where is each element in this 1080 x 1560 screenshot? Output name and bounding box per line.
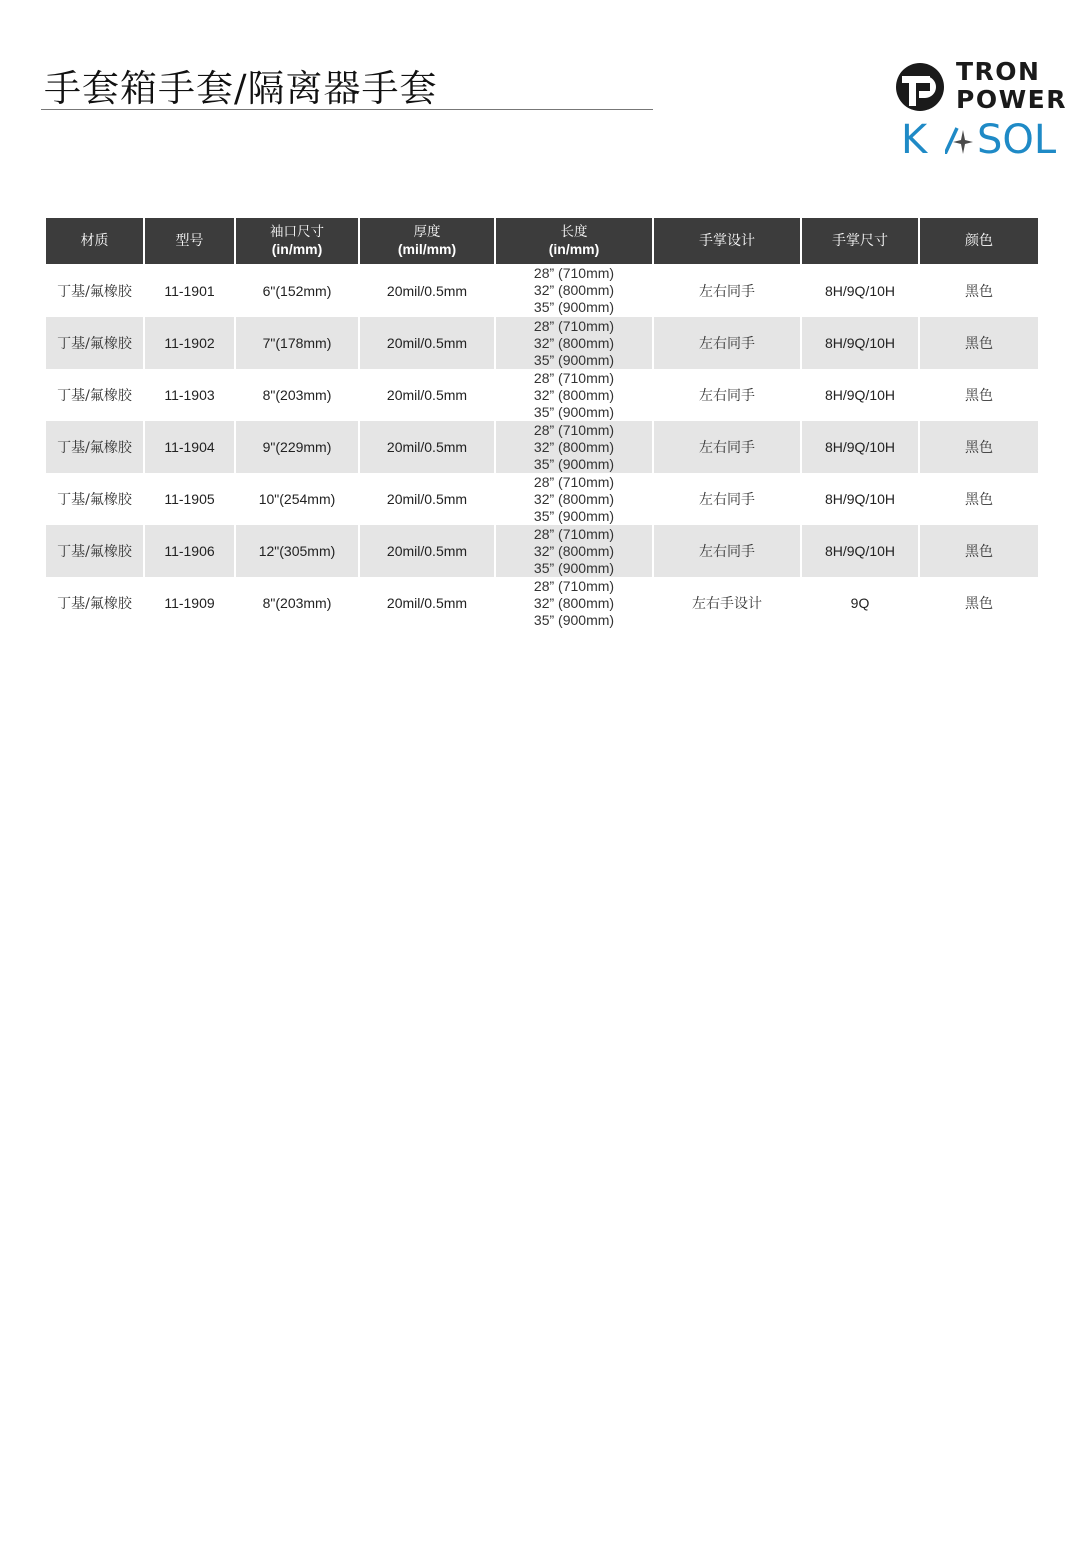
cell-thickness: 20mil/0.5mm	[360, 577, 494, 629]
cell-palm-size: 8H/9Q/10H	[802, 473, 918, 525]
cell-palm-size: 8H/9Q/10H	[802, 525, 918, 577]
cell-length: 28” (710mm) 32” (800mm) 35” (900mm)	[496, 369, 652, 421]
cell-palm-design: 左右同手	[654, 317, 800, 369]
cell-cuff: 10"(254mm)	[236, 473, 358, 525]
cell-thickness: 20mil/0.5mm	[360, 264, 494, 317]
table-row	[46, 264, 1038, 317]
logo-line-tron: TRON	[956, 57, 1041, 86]
tron-power-wordmark	[956, 58, 1067, 114]
cell-length: 28” (710mm) 32” (800mm) 35” (900mm)	[496, 473, 652, 525]
cell-palm-design: 左右手设计	[654, 577, 800, 629]
cell-palm-design: 左右同手	[654, 473, 800, 525]
cell-cuff: 7"(178mm)	[236, 317, 358, 369]
cell-palm-design: 左右同手	[654, 264, 800, 317]
cell-model: 11-1901	[145, 264, 234, 317]
cell-cuff: 6"(152mm)	[236, 264, 358, 317]
cell-cuff: 9"(229mm)	[236, 421, 358, 473]
cell-thickness: 20mil/0.5mm	[360, 369, 494, 421]
header-model: 型号	[145, 218, 234, 264]
cell-material: 丁基/氟橡胶	[46, 369, 143, 421]
cell-cuff: 8"(203mm)	[236, 369, 358, 421]
cell-length: 28” (710mm) 32” (800mm) 35” (900mm)	[496, 317, 652, 369]
table-row	[46, 317, 1038, 369]
logo-line-power: POWER	[956, 85, 1067, 114]
cell-length: 28” (710mm) 32” (800mm) 35” (900mm)	[496, 421, 652, 473]
cell-material: 丁基/氟橡胶	[46, 421, 143, 473]
tron-power-logo-icon	[895, 62, 945, 112]
cell-thickness: 20mil/0.5mm	[360, 473, 494, 525]
cell-color: 黑色	[920, 264, 1038, 317]
cell-color: 黑色	[920, 369, 1038, 421]
cell-palm-size: 8H/9Q/10H	[802, 369, 918, 421]
glove-spec-table	[44, 218, 1040, 629]
cell-palm-size: 8H/9Q/10H	[802, 421, 918, 473]
cell-cuff: 12"(305mm)	[236, 525, 358, 577]
table-row	[46, 421, 1038, 473]
cell-palm-design: 左右同手	[654, 369, 800, 421]
cell-color: 黑色	[920, 317, 1038, 369]
cell-material: 丁基/氟橡胶	[46, 264, 143, 317]
cell-model: 11-1903	[145, 369, 234, 421]
cell-palm-design: 左右同手	[654, 421, 800, 473]
kasol-sol: SOL	[977, 117, 1057, 163]
cell-material: 丁基/氟橡胶	[46, 473, 143, 525]
header-thickness: 厚度 (mil/mm)	[360, 218, 494, 264]
header-length: 长度 (in/mm)	[496, 218, 652, 264]
cell-palm-size: 9Q	[802, 577, 918, 629]
header-palm-design: 手掌设计	[654, 218, 800, 264]
kasol-k: K	[901, 117, 928, 163]
cell-length: 28” (710mm) 32” (800mm) 35” (900mm)	[496, 525, 652, 577]
company-logo	[893, 57, 1067, 163]
header-palm-size: 手掌尺寸	[802, 218, 918, 264]
kasol-wordmark	[901, 117, 1061, 163]
title-divider	[41, 109, 653, 110]
star-sparkle-icon	[945, 126, 973, 154]
cell-material: 丁基/氟橡胶	[46, 577, 143, 629]
cell-model: 11-1906	[145, 525, 234, 577]
cell-thickness: 20mil/0.5mm	[360, 525, 494, 577]
table-row	[46, 369, 1038, 421]
cell-length: 28” (710mm) 32” (800mm) 35” (900mm)	[496, 264, 652, 317]
cell-model: 11-1909	[145, 577, 234, 629]
cell-length: 28” (710mm) 32” (800mm) 35” (900mm)	[496, 577, 652, 629]
cell-thickness: 20mil/0.5mm	[360, 317, 494, 369]
cell-color: 黑色	[920, 473, 1038, 525]
page-title: 手套箱手套/隔离器手套	[44, 67, 438, 110]
cell-palm-size: 8H/9Q/10H	[802, 264, 918, 317]
cell-material: 丁基/氟橡胶	[46, 317, 143, 369]
table-header-row	[46, 218, 1038, 264]
cell-cuff: 8"(203mm)	[236, 577, 358, 629]
cell-color: 黑色	[920, 525, 1038, 577]
cell-model: 11-1904	[145, 421, 234, 473]
header-cuff-size: 袖口尺寸 (in/mm)	[236, 218, 358, 264]
header-color: 颜色	[920, 218, 1038, 264]
cell-material: 丁基/氟橡胶	[46, 525, 143, 577]
cell-model: 11-1902	[145, 317, 234, 369]
table-row	[46, 525, 1038, 577]
header-material: 材质	[46, 218, 143, 264]
table-row	[46, 473, 1038, 525]
cell-model: 11-1905	[145, 473, 234, 525]
cell-color: 黑色	[920, 421, 1038, 473]
cell-thickness: 20mil/0.5mm	[360, 421, 494, 473]
cell-palm-design: 左右同手	[654, 525, 800, 577]
cell-color: 黑色	[920, 577, 1038, 629]
table-row	[46, 577, 1038, 629]
cell-palm-size: 8H/9Q/10H	[802, 317, 918, 369]
